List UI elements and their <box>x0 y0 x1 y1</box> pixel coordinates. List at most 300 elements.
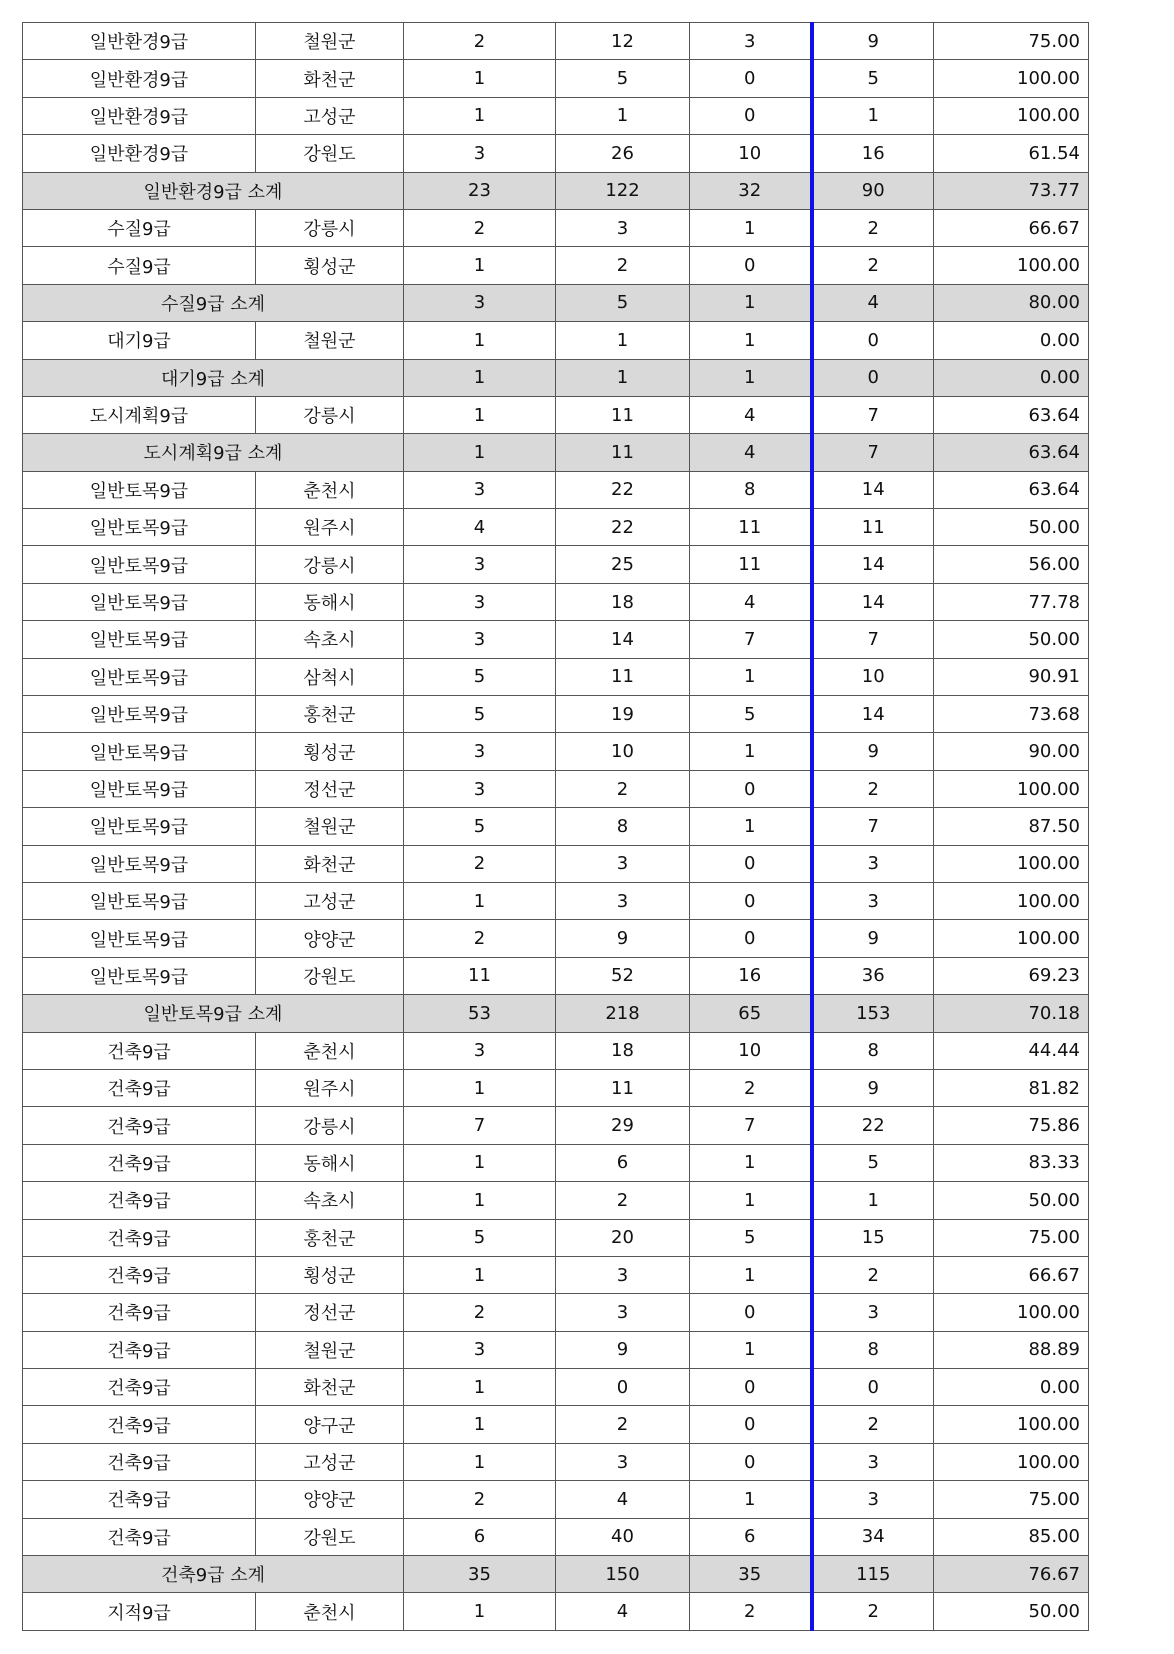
col-5-cell: 0 <box>690 1443 812 1480</box>
rate-cell: 77.78 <box>934 583 1089 620</box>
position-cell: 일반토목9급 <box>23 621 256 658</box>
region-cell: 횡성군 <box>256 247 404 284</box>
subtotal-label-cell: 일반토목9급 소계 <box>23 995 404 1032</box>
col-5-cell: 4 <box>690 434 812 471</box>
col-3-cell: 5 <box>404 658 556 695</box>
table-row <box>23 209 1089 246</box>
col-3-cell: 1 <box>404 882 556 919</box>
table-row <box>23 135 1089 172</box>
rate-cell: 56.00 <box>934 546 1089 583</box>
col-3-cell: 1 <box>404 97 556 134</box>
col-5-cell: 11 <box>690 546 812 583</box>
col-6-cell: 16 <box>812 135 934 172</box>
col-6-cell: 2 <box>812 1256 934 1293</box>
table-row <box>23 1481 1089 1518</box>
table-row <box>23 733 1089 770</box>
rate-cell: 87.50 <box>934 808 1089 845</box>
position-cell: 일반토목9급 <box>23 471 256 508</box>
col-6-cell: 90 <box>812 172 934 209</box>
rate-cell: 75.00 <box>934 23 1089 60</box>
table-row <box>23 1182 1089 1219</box>
col-6-cell: 2 <box>812 770 934 807</box>
table-row <box>23 770 1089 807</box>
col-6-cell: 15 <box>812 1219 934 1256</box>
rate-cell: 85.00 <box>934 1518 1089 1555</box>
region-cell: 철원군 <box>256 808 404 845</box>
col-5-cell: 0 <box>690 97 812 134</box>
subtotal-label-cell: 건축9급 소계 <box>23 1556 404 1593</box>
table-row <box>23 396 1089 433</box>
subtotal-row <box>23 434 1089 471</box>
position-cell: 건축9급 <box>23 1369 256 1406</box>
region-cell: 춘천시 <box>256 1593 404 1630</box>
col-6-cell: 3 <box>812 1481 934 1518</box>
col-4-cell: 9 <box>556 1331 690 1368</box>
region-cell: 강원도 <box>256 957 404 994</box>
table-row <box>23 247 1089 284</box>
position-cell: 일반환경9급 <box>23 60 256 97</box>
subtotal-row <box>23 284 1089 321</box>
table-row <box>23 583 1089 620</box>
rate-cell: 100.00 <box>934 845 1089 882</box>
col-5-cell: 7 <box>690 1107 812 1144</box>
rate-cell: 100.00 <box>934 770 1089 807</box>
rate-cell: 76.67 <box>934 1556 1089 1593</box>
position-cell: 일반토목9급 <box>23 546 256 583</box>
position-cell: 일반토목9급 <box>23 808 256 845</box>
position-cell: 건축9급 <box>23 1256 256 1293</box>
position-cell: 지적9급 <box>23 1593 256 1630</box>
position-cell: 일반토목9급 <box>23 957 256 994</box>
table-row <box>23 509 1089 546</box>
col-4-cell: 20 <box>556 1219 690 1256</box>
region-cell: 철원군 <box>256 322 404 359</box>
col-6-cell: 7 <box>812 434 934 471</box>
position-cell: 일반환경9급 <box>23 97 256 134</box>
col-3-cell: 2 <box>404 1294 556 1331</box>
region-cell: 강릉시 <box>256 1107 404 1144</box>
col-3-cell: 1 <box>404 1182 556 1219</box>
position-cell: 일반토목9급 <box>23 696 256 733</box>
table-row <box>23 621 1089 658</box>
table-row <box>23 1369 1089 1406</box>
rate-cell: 100.00 <box>934 882 1089 919</box>
region-cell: 동해시 <box>256 1144 404 1181</box>
col-5-cell: 0 <box>690 60 812 97</box>
col-3-cell: 1 <box>404 396 556 433</box>
region-cell: 강원도 <box>256 1518 404 1555</box>
col-6-cell: 14 <box>812 471 934 508</box>
region-cell: 강릉시 <box>256 209 404 246</box>
col-5-cell: 2 <box>690 1069 812 1106</box>
table-row <box>23 920 1089 957</box>
position-cell: 일반환경9급 <box>23 135 256 172</box>
col-6-cell: 7 <box>812 808 934 845</box>
table-row <box>23 23 1089 60</box>
col-4-cell: 11 <box>556 1069 690 1106</box>
col-4-cell: 3 <box>556 845 690 882</box>
col-3-cell: 1 <box>404 1256 556 1293</box>
col-3-cell: 3 <box>404 583 556 620</box>
subtotal-row <box>23 359 1089 396</box>
col-4-cell: 3 <box>556 1256 690 1293</box>
col-3-cell: 3 <box>404 546 556 583</box>
table-body <box>23 23 1089 1631</box>
position-cell: 도시계획9급 <box>23 396 256 433</box>
region-cell: 삼척시 <box>256 658 404 695</box>
col-3-cell: 2 <box>404 209 556 246</box>
table-row <box>23 1069 1089 1106</box>
col-3-cell: 3 <box>404 770 556 807</box>
subtotal-label-cell: 도시계획9급 소계 <box>23 434 404 471</box>
rate-cell: 100.00 <box>934 1406 1089 1443</box>
rate-cell: 73.77 <box>934 172 1089 209</box>
table-row <box>23 1219 1089 1256</box>
col-4-cell: 18 <box>556 583 690 620</box>
col-6-cell: 9 <box>812 733 934 770</box>
col-3-cell: 2 <box>404 1481 556 1518</box>
region-cell: 홍천군 <box>256 1219 404 1256</box>
col-4-cell: 18 <box>556 1032 690 1069</box>
col-6-cell: 9 <box>812 920 934 957</box>
position-cell: 건축9급 <box>23 1182 256 1219</box>
col-6-cell: 2 <box>812 247 934 284</box>
col-6-cell: 3 <box>812 882 934 919</box>
col-5-cell: 1 <box>690 1256 812 1293</box>
table-row <box>23 471 1089 508</box>
col-6-cell: 0 <box>812 359 934 396</box>
table-row <box>23 1294 1089 1331</box>
col-5-cell: 0 <box>690 920 812 957</box>
col-6-cell: 3 <box>812 845 934 882</box>
rate-cell: 88.89 <box>934 1331 1089 1368</box>
col-4-cell: 5 <box>556 284 690 321</box>
position-cell: 건축9급 <box>23 1406 256 1443</box>
col-4-cell: 4 <box>556 1593 690 1630</box>
rate-cell: 100.00 <box>934 60 1089 97</box>
col-6-cell: 14 <box>812 546 934 583</box>
region-cell: 횡성군 <box>256 1256 404 1293</box>
position-cell: 일반토목9급 <box>23 733 256 770</box>
region-cell: 양양군 <box>256 920 404 957</box>
rate-cell: 50.00 <box>934 509 1089 546</box>
position-cell: 수질9급 <box>23 209 256 246</box>
col-5-cell: 1 <box>690 1144 812 1181</box>
subtotal-row <box>23 172 1089 209</box>
table-row <box>23 60 1089 97</box>
col-6-cell: 1 <box>812 1182 934 1219</box>
region-cell: 철원군 <box>256 1331 404 1368</box>
col-6-cell: 9 <box>812 23 934 60</box>
col-3-cell: 2 <box>404 920 556 957</box>
col-3-cell: 53 <box>404 995 556 1032</box>
col-5-cell: 8 <box>690 471 812 508</box>
col-3-cell: 1 <box>404 1593 556 1630</box>
table-row <box>23 1144 1089 1181</box>
col-3-cell: 5 <box>404 1219 556 1256</box>
rate-cell: 75.00 <box>934 1481 1089 1518</box>
col-6-cell: 153 <box>812 995 934 1032</box>
subtotal-label-cell: 일반환경9급 소계 <box>23 172 404 209</box>
col-3-cell: 5 <box>404 808 556 845</box>
col-4-cell: 14 <box>556 621 690 658</box>
col-4-cell: 10 <box>556 733 690 770</box>
col-6-cell: 2 <box>812 1593 934 1630</box>
col-4-cell: 218 <box>556 995 690 1032</box>
col-3-cell: 35 <box>404 1556 556 1593</box>
col-6-cell: 115 <box>812 1556 934 1593</box>
col-6-cell: 0 <box>812 322 934 359</box>
rate-cell: 100.00 <box>934 97 1089 134</box>
table-row <box>23 882 1089 919</box>
region-cell: 강릉시 <box>256 396 404 433</box>
col-6-cell: 3 <box>812 1294 934 1331</box>
col-4-cell: 8 <box>556 808 690 845</box>
table-row <box>23 957 1089 994</box>
rate-cell: 90.00 <box>934 733 1089 770</box>
col-6-cell: 9 <box>812 1069 934 1106</box>
region-cell: 정선군 <box>256 1294 404 1331</box>
col-3-cell: 1 <box>404 1144 556 1181</box>
rate-cell: 70.18 <box>934 995 1089 1032</box>
col-4-cell: 26 <box>556 135 690 172</box>
rate-cell: 63.64 <box>934 396 1089 433</box>
col-4-cell: 3 <box>556 1294 690 1331</box>
position-cell: 일반토목9급 <box>23 583 256 620</box>
col-4-cell: 1 <box>556 97 690 134</box>
position-cell: 건축9급 <box>23 1294 256 1331</box>
col-3-cell: 3 <box>404 284 556 321</box>
position-cell: 건축9급 <box>23 1144 256 1181</box>
col-3-cell: 1 <box>404 1406 556 1443</box>
table-row <box>23 1107 1089 1144</box>
col-4-cell: 3 <box>556 882 690 919</box>
rate-cell: 83.33 <box>934 1144 1089 1181</box>
rate-cell: 66.67 <box>934 1256 1089 1293</box>
col-4-cell: 12 <box>556 23 690 60</box>
col-4-cell: 5 <box>556 60 690 97</box>
col-6-cell: 36 <box>812 957 934 994</box>
col-5-cell: 6 <box>690 1518 812 1555</box>
region-cell: 원주시 <box>256 509 404 546</box>
rate-cell: 69.23 <box>934 957 1089 994</box>
col-5-cell: 1 <box>690 1481 812 1518</box>
col-5-cell: 1 <box>690 1182 812 1219</box>
position-cell: 건축9급 <box>23 1219 256 1256</box>
col-4-cell: 3 <box>556 1443 690 1480</box>
position-cell: 일반토목9급 <box>23 845 256 882</box>
col-4-cell: 19 <box>556 696 690 733</box>
region-cell: 속초시 <box>256 621 404 658</box>
rate-cell: 50.00 <box>934 1182 1089 1219</box>
region-cell: 양양군 <box>256 1481 404 1518</box>
col-5-cell: 10 <box>690 1032 812 1069</box>
col-6-cell: 5 <box>812 1144 934 1181</box>
col-5-cell: 10 <box>690 135 812 172</box>
col-5-cell: 0 <box>690 1406 812 1443</box>
rate-cell: 100.00 <box>934 247 1089 284</box>
rate-cell: 0.00 <box>934 359 1089 396</box>
col-5-cell: 0 <box>690 770 812 807</box>
rate-cell: 63.64 <box>934 471 1089 508</box>
col-5-cell: 4 <box>690 396 812 433</box>
col-4-cell: 0 <box>556 1369 690 1406</box>
col-4-cell: 9 <box>556 920 690 957</box>
table-row <box>23 658 1089 695</box>
col-4-cell: 11 <box>556 396 690 433</box>
col-5-cell: 3 <box>690 23 812 60</box>
position-cell: 건축9급 <box>23 1331 256 1368</box>
col-6-cell: 11 <box>812 509 934 546</box>
col-4-cell: 2 <box>556 1406 690 1443</box>
region-cell: 양구군 <box>256 1406 404 1443</box>
col-3-cell: 1 <box>404 60 556 97</box>
col-3-cell: 3 <box>404 1032 556 1069</box>
col-6-cell: 34 <box>812 1518 934 1555</box>
region-cell: 화천군 <box>256 60 404 97</box>
col-3-cell: 2 <box>404 23 556 60</box>
position-cell: 일반토목9급 <box>23 920 256 957</box>
col-4-cell: 40 <box>556 1518 690 1555</box>
table-row <box>23 845 1089 882</box>
table-row <box>23 1443 1089 1480</box>
region-cell: 화천군 <box>256 1369 404 1406</box>
rate-cell: 73.68 <box>934 696 1089 733</box>
col-3-cell: 3 <box>404 1331 556 1368</box>
rate-cell: 100.00 <box>934 1294 1089 1331</box>
position-cell: 대기9급 <box>23 322 256 359</box>
col-4-cell: 52 <box>556 957 690 994</box>
col-3-cell: 1 <box>404 1443 556 1480</box>
region-cell: 강원도 <box>256 135 404 172</box>
region-cell: 고성군 <box>256 97 404 134</box>
region-cell: 고성군 <box>256 882 404 919</box>
table-row <box>23 1256 1089 1293</box>
col-4-cell: 11 <box>556 434 690 471</box>
col-4-cell: 1 <box>556 359 690 396</box>
col-5-cell: 2 <box>690 1593 812 1630</box>
position-cell: 일반환경9급 <box>23 23 256 60</box>
region-cell: 홍천군 <box>256 696 404 733</box>
col-3-cell: 3 <box>404 471 556 508</box>
region-cell: 동해시 <box>256 583 404 620</box>
table-row <box>23 1518 1089 1555</box>
col-6-cell: 2 <box>812 1406 934 1443</box>
col-6-cell: 5 <box>812 60 934 97</box>
table-row <box>23 1331 1089 1368</box>
col-3-cell: 1 <box>404 322 556 359</box>
table-row <box>23 696 1089 733</box>
col-3-cell: 3 <box>404 621 556 658</box>
table-row <box>23 1593 1089 1630</box>
col-5-cell: 1 <box>690 808 812 845</box>
region-cell: 정선군 <box>256 770 404 807</box>
rate-cell: 81.82 <box>934 1069 1089 1106</box>
rate-cell: 61.54 <box>934 135 1089 172</box>
col-5-cell: 0 <box>690 247 812 284</box>
col-4-cell: 2 <box>556 247 690 284</box>
col-3-cell: 7 <box>404 1107 556 1144</box>
col-5-cell: 1 <box>690 658 812 695</box>
subtotal-label-cell: 수질9급 소계 <box>23 284 404 321</box>
col-3-cell: 3 <box>404 733 556 770</box>
position-cell: 건축9급 <box>23 1443 256 1480</box>
rate-cell: 90.91 <box>934 658 1089 695</box>
col-3-cell: 1 <box>404 359 556 396</box>
table-row <box>23 808 1089 845</box>
col-5-cell: 5 <box>690 696 812 733</box>
region-cell: 춘천시 <box>256 1032 404 1069</box>
region-cell: 원주시 <box>256 1069 404 1106</box>
subtotal-row <box>23 995 1089 1032</box>
region-cell: 춘천시 <box>256 471 404 508</box>
table-row <box>23 97 1089 134</box>
col-4-cell: 3 <box>556 209 690 246</box>
position-cell: 일반토목9급 <box>23 882 256 919</box>
col-5-cell: 1 <box>690 733 812 770</box>
position-cell: 건축9급 <box>23 1032 256 1069</box>
region-cell: 횡성군 <box>256 733 404 770</box>
col-6-cell: 3 <box>812 1443 934 1480</box>
position-cell: 건축9급 <box>23 1481 256 1518</box>
col-4-cell: 1 <box>556 322 690 359</box>
col-5-cell: 7 <box>690 621 812 658</box>
subtotal-label-cell: 대기9급 소계 <box>23 359 404 396</box>
col-5-cell: 1 <box>690 1331 812 1368</box>
col-5-cell: 1 <box>690 209 812 246</box>
col-5-cell: 1 <box>690 322 812 359</box>
col-5-cell: 16 <box>690 957 812 994</box>
position-cell: 건축9급 <box>23 1107 256 1144</box>
position-cell: 건축9급 <box>23 1069 256 1106</box>
region-cell: 강릉시 <box>256 546 404 583</box>
col-4-cell: 6 <box>556 1144 690 1181</box>
col-6-cell: 10 <box>812 658 934 695</box>
col-6-cell: 1 <box>812 97 934 134</box>
rate-cell: 66.67 <box>934 209 1089 246</box>
rate-cell: 0.00 <box>934 1369 1089 1406</box>
table-row <box>23 1032 1089 1069</box>
col-5-cell: 35 <box>690 1556 812 1593</box>
col-4-cell: 2 <box>556 770 690 807</box>
region-cell: 철원군 <box>256 23 404 60</box>
position-cell: 일반토목9급 <box>23 509 256 546</box>
position-cell: 수질9급 <box>23 247 256 284</box>
col-6-cell: 7 <box>812 396 934 433</box>
region-cell: 고성군 <box>256 1443 404 1480</box>
position-cell: 건축9급 <box>23 1518 256 1555</box>
col-6-cell: 22 <box>812 1107 934 1144</box>
subtotal-row <box>23 1556 1089 1593</box>
col-5-cell: 65 <box>690 995 812 1032</box>
col-3-cell: 3 <box>404 135 556 172</box>
col-6-cell: 14 <box>812 696 934 733</box>
col-4-cell: 122 <box>556 172 690 209</box>
position-cell: 일반토목9급 <box>23 770 256 807</box>
col-4-cell: 25 <box>556 546 690 583</box>
col-3-cell: 1 <box>404 1069 556 1106</box>
rate-cell: 100.00 <box>934 920 1089 957</box>
col-4-cell: 11 <box>556 658 690 695</box>
col-4-cell: 150 <box>556 1556 690 1593</box>
rate-cell: 50.00 <box>934 621 1089 658</box>
col-5-cell: 0 <box>690 845 812 882</box>
col-4-cell: 22 <box>556 509 690 546</box>
rate-cell: 50.00 <box>934 1593 1089 1630</box>
col-3-cell: 4 <box>404 509 556 546</box>
col-6-cell: 8 <box>812 1032 934 1069</box>
table-row <box>23 322 1089 359</box>
